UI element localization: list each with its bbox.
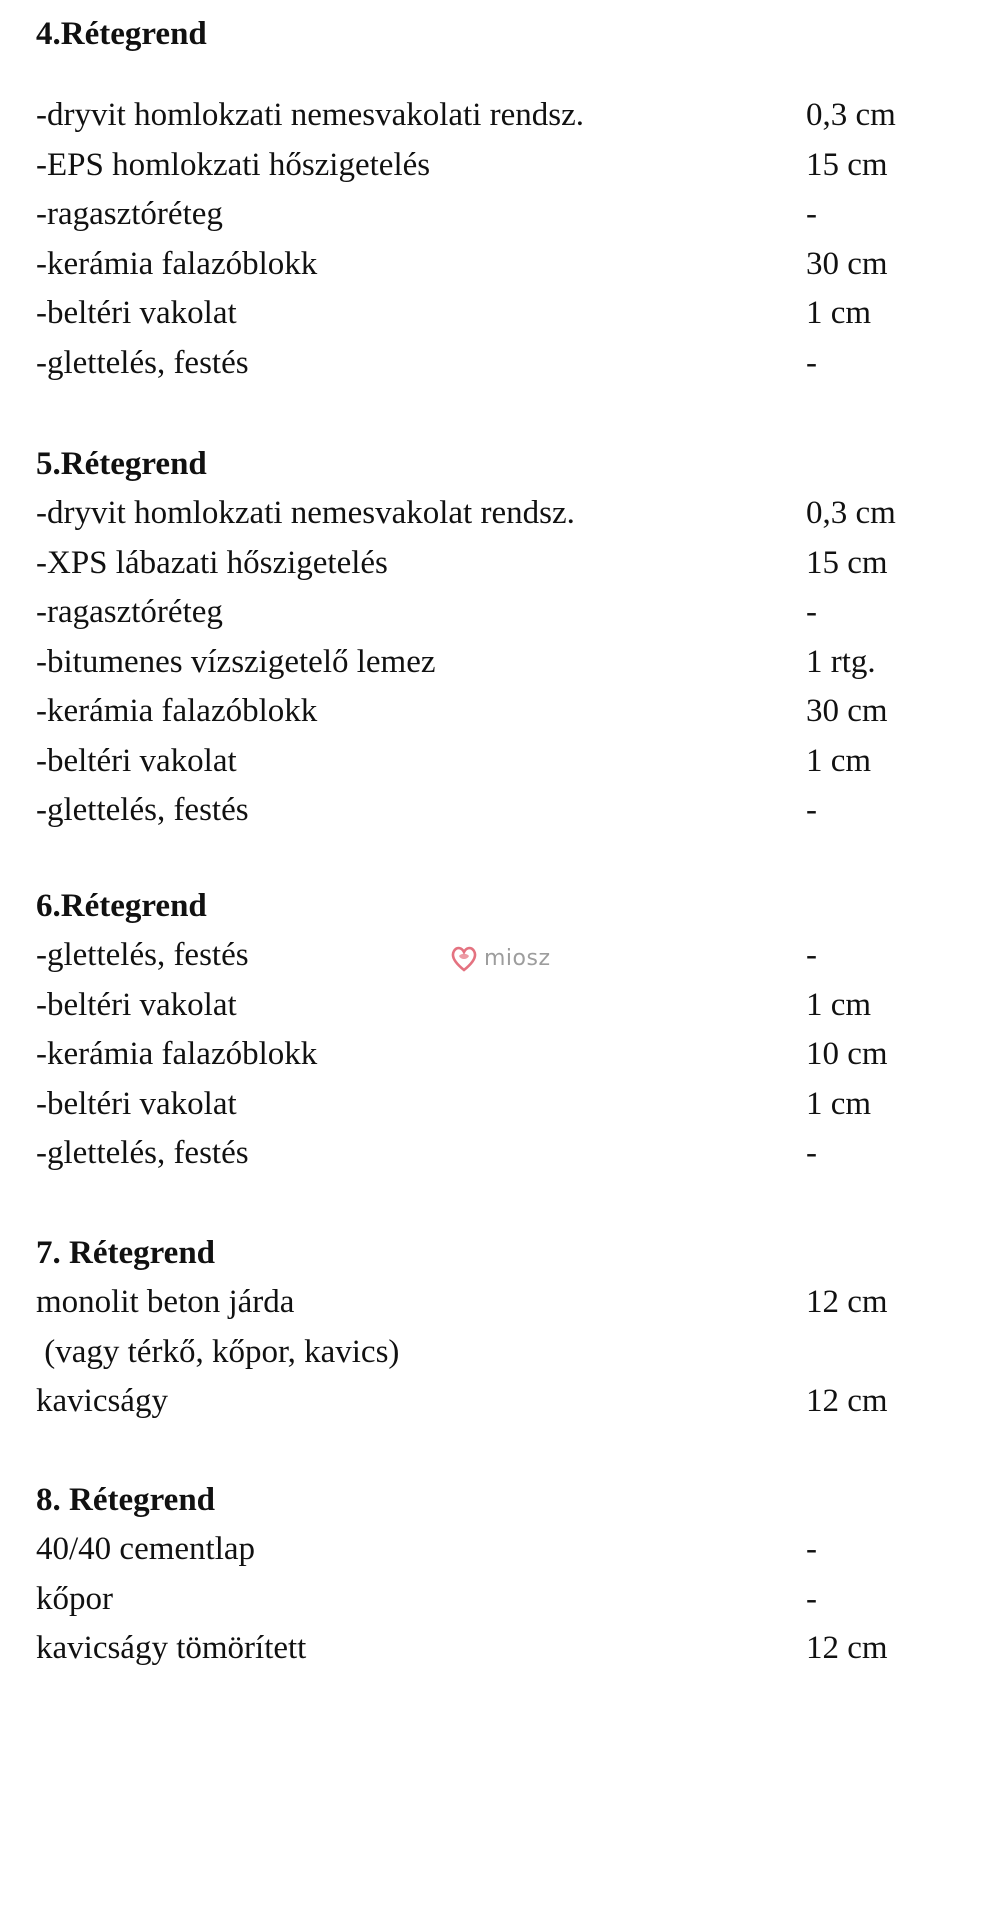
layer-row xyxy=(36,1575,936,1625)
layer-thickness: - xyxy=(806,1580,817,1617)
layer-label: kőpor xyxy=(36,1580,113,1617)
layer-row xyxy=(36,539,936,589)
layer-thickness: 12 cm xyxy=(806,1630,888,1666)
layer-thickness: 0,3 cm xyxy=(806,495,896,531)
watermark xyxy=(448,940,551,976)
layer-label: -kerámia falazóblokk xyxy=(36,245,318,282)
layer-thickness: 30 cm xyxy=(806,693,888,729)
layer-thickness: 12 cm xyxy=(806,1284,888,1320)
layer-label: kavicságy tömörített xyxy=(36,1630,307,1666)
layer-thickness: - xyxy=(806,937,817,973)
miosz-logo-icon xyxy=(448,942,480,974)
layer-thickness: - xyxy=(806,792,817,828)
section-7 xyxy=(36,1229,936,1427)
layer-thickness: 1 cm xyxy=(806,986,872,1023)
layer-row xyxy=(36,1080,936,1130)
layer-row xyxy=(36,1328,936,1378)
layer-thickness: - xyxy=(806,344,817,381)
layer-row xyxy=(36,339,936,389)
layer-thickness: 15 cm xyxy=(806,146,888,183)
layer-row xyxy=(36,981,936,1031)
layer-label: -dryvit homlokzati nemesvakolat rendsz. xyxy=(36,495,575,531)
layer-thickness: 15 cm xyxy=(806,544,888,581)
layer-row xyxy=(36,1624,936,1674)
layer-thickness: - xyxy=(806,1531,817,1567)
layer-thickness: 1 cm xyxy=(806,742,872,779)
layer-label: -XPS lábazati hőszigetelés xyxy=(36,544,388,581)
layer-row xyxy=(36,190,936,240)
layer-row xyxy=(36,1525,936,1575)
section-title: 8. Rétegrend xyxy=(36,1482,216,1518)
layer-label: -ragasztóréteg xyxy=(36,196,223,232)
layer-thickness: 1 cm xyxy=(806,1085,872,1122)
layer-label: -glettelés, festés xyxy=(36,792,249,828)
layer-row xyxy=(36,240,936,290)
layer-row xyxy=(36,91,936,141)
layer-thickness: - xyxy=(806,1135,817,1171)
layer-row xyxy=(36,1278,936,1328)
layer-row xyxy=(36,1129,936,1179)
section-8 xyxy=(36,1476,936,1674)
layer-row xyxy=(36,687,936,737)
layer-label: -glettelés, festés xyxy=(36,937,249,973)
watermark-text: miosz xyxy=(484,945,551,971)
layer-label: -beltéri vakolat xyxy=(36,986,237,1023)
layer-label: 40/40 cementlap xyxy=(36,1531,256,1567)
section-title: 7. Rétegrend xyxy=(36,1235,216,1271)
layer-thickness: 30 cm xyxy=(806,245,888,282)
layer-label: -glettelés, festés xyxy=(36,344,249,381)
layer-label: -dryvit homlokzati nemesvakolati rendsz. xyxy=(36,97,585,133)
layer-label: monolit beton járda xyxy=(36,1284,295,1320)
layer-label: -bitumenes vízszigetelő lemez xyxy=(36,643,436,680)
layer-row xyxy=(36,489,936,539)
layer-row xyxy=(36,638,936,688)
layer-row xyxy=(36,1030,936,1080)
layer-label: -beltéri vakolat xyxy=(36,742,237,779)
layer-thickness: - xyxy=(806,196,817,232)
layer-thickness: 1 cm xyxy=(806,295,872,331)
section-6 xyxy=(36,882,936,1179)
layer-row xyxy=(36,737,936,787)
layer-thickness: - xyxy=(806,594,817,630)
layer-label: -glettelés, festés xyxy=(36,1135,249,1171)
layer-label: -beltéri vakolat xyxy=(36,295,237,331)
layer-row xyxy=(36,786,936,836)
layer-row xyxy=(36,588,936,638)
layer-label: (vagy térkő, kőpor, kavics) xyxy=(36,1333,400,1370)
layer-row xyxy=(36,141,936,191)
section-title: 6.Rétegrend xyxy=(36,888,207,924)
section-title: 4.Rétegrend xyxy=(36,16,207,52)
layer-label: -EPS homlokzati hőszigetelés xyxy=(36,146,431,183)
section-4 xyxy=(36,10,936,388)
layer-label: -ragasztóréteg xyxy=(36,594,223,630)
layer-thickness: 1 rtg. xyxy=(806,643,876,680)
layer-thickness: 0,3 cm xyxy=(806,97,896,133)
layer-row xyxy=(36,1377,936,1427)
layer-thickness: 12 cm xyxy=(806,1383,888,1419)
layer-thickness: 10 cm xyxy=(806,1036,888,1072)
layer-label: -beltéri vakolat xyxy=(36,1085,237,1122)
layer-label: -kerámia falazóblokk xyxy=(36,693,318,729)
layer-row xyxy=(36,289,936,339)
layer-label: kavicságy xyxy=(36,1383,168,1419)
layer-label: -kerámia falazóblokk xyxy=(36,1036,318,1072)
section-5 xyxy=(36,440,936,836)
section-title: 5.Rétegrend xyxy=(36,446,207,482)
